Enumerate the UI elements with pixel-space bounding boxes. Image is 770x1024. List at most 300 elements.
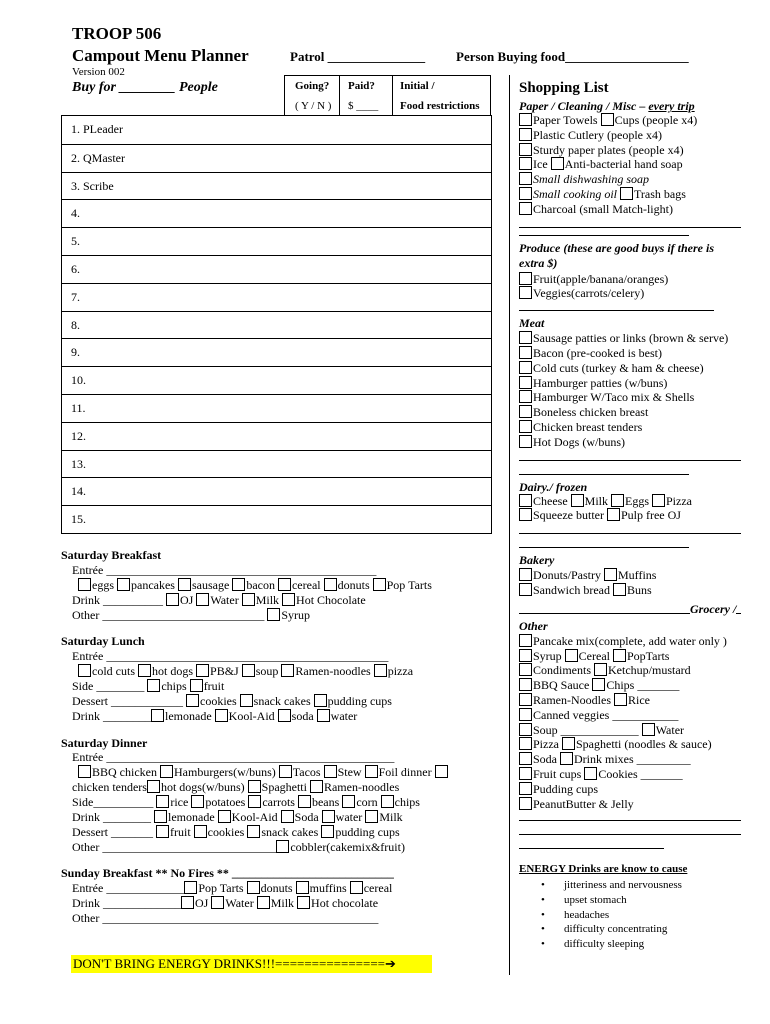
checkbox[interactable] xyxy=(279,765,292,778)
milk: Milk xyxy=(584,493,608,508)
soda-option[interactable] xyxy=(281,810,319,824)
ramen-noodles-option[interactable] xyxy=(310,780,399,794)
checkbox[interactable] xyxy=(78,765,91,778)
syrup-option[interactable] xyxy=(267,608,310,622)
soda-option[interactable] xyxy=(278,709,314,723)
checkbox[interactable] xyxy=(519,128,532,141)
roster-row[interactable] xyxy=(62,227,491,256)
blank-option[interactable] xyxy=(435,765,449,779)
bbq-chicken-option[interactable] xyxy=(78,765,157,779)
cookies-option[interactable] xyxy=(186,694,237,708)
water-option[interactable] xyxy=(211,896,253,910)
checkbox[interactable] xyxy=(519,634,532,647)
blank-line[interactable] xyxy=(519,235,689,236)
condiments: Condiments xyxy=(533,663,592,678)
pizza-option[interactable] xyxy=(519,737,559,751)
shopping-item-row xyxy=(519,708,678,723)
checkbox[interactable] xyxy=(218,810,231,823)
checkbox[interactable] xyxy=(296,881,309,894)
meal-line xyxy=(72,840,405,855)
checkbox[interactable] xyxy=(154,810,167,823)
checkbox[interactable] xyxy=(184,881,197,894)
bacon-pre-cooked-is-best-option[interactable] xyxy=(519,346,662,360)
checkbox[interactable] xyxy=(281,664,294,677)
syrup: Syrup xyxy=(533,648,562,663)
roster-row[interactable] xyxy=(62,199,491,228)
checkbox[interactable] xyxy=(247,825,260,838)
buy-for-field[interactable]: Buy for ________ People xyxy=(72,80,218,95)
pancakes-option[interactable] xyxy=(117,578,175,592)
kool-aid-option[interactable] xyxy=(218,810,278,824)
pudding-cups-option[interactable] xyxy=(314,694,392,708)
fruit-apple-banana-oranges-option[interactable] xyxy=(519,272,668,286)
checkbox[interactable] xyxy=(190,679,203,692)
checkbox[interactable] xyxy=(519,286,532,299)
checkbox[interactable] xyxy=(607,508,620,521)
cookies: cookies xyxy=(200,694,237,708)
checkbox[interactable] xyxy=(178,578,191,591)
checkbox[interactable] xyxy=(519,187,532,200)
meal-line xyxy=(72,694,392,709)
lemonade-option[interactable] xyxy=(154,810,215,824)
water-option[interactable] xyxy=(642,723,684,737)
side-line: Side ________ xyxy=(72,679,148,693)
checkbox[interactable] xyxy=(519,420,532,433)
soup-option[interactable] xyxy=(519,723,639,737)
soda-option[interactable] xyxy=(519,752,557,766)
shopping-item-row xyxy=(519,113,697,128)
checkbox[interactable] xyxy=(519,737,532,750)
sausage-option[interactable] xyxy=(178,578,229,592)
pop-tarts-option[interactable] xyxy=(373,578,432,592)
hot-dogs-w-buns-option[interactable] xyxy=(147,780,245,794)
roster-row[interactable] xyxy=(62,338,491,367)
checkbox[interactable] xyxy=(519,508,532,521)
meal-line xyxy=(72,679,224,694)
anti-bacterial-hand-soap-option[interactable] xyxy=(551,157,683,171)
cold-cuts-option[interactable] xyxy=(78,664,135,678)
carrots-option[interactable] xyxy=(248,795,295,809)
hamburger-patties-w-buns-option[interactable] xyxy=(519,376,667,390)
checkbox[interactable] xyxy=(317,709,330,722)
checkbox[interactable] xyxy=(257,896,270,909)
blank-line[interactable] xyxy=(519,834,741,835)
milk-option[interactable] xyxy=(571,494,608,508)
checkbox[interactable] xyxy=(519,346,532,359)
roster-row[interactable] xyxy=(62,172,491,201)
roster-row[interactable] xyxy=(62,283,491,312)
checkbox[interactable] xyxy=(519,797,532,810)
checkbox[interactable] xyxy=(166,593,179,606)
checkbox[interactable] xyxy=(314,694,327,707)
bacon-option[interactable] xyxy=(232,578,275,592)
pudding-cups-option[interactable] xyxy=(321,825,399,839)
pizza-option[interactable] xyxy=(374,664,413,678)
checkbox[interactable] xyxy=(278,578,291,591)
meal-line xyxy=(72,593,366,608)
sun-breakfast-title: Sunday Breakfast ** No Fires ** ___________________________ xyxy=(61,866,394,880)
peanutbutter-jelly-option[interactable] xyxy=(519,797,634,811)
checkbox[interactable] xyxy=(592,678,605,691)
roster-row[interactable] xyxy=(62,311,491,340)
checkbox[interactable] xyxy=(78,578,91,591)
checkbox[interactable] xyxy=(652,494,665,507)
small-cooking-oil-option[interactable] xyxy=(519,187,617,201)
cereal-option[interactable] xyxy=(350,881,393,895)
muffins-option[interactable] xyxy=(604,568,656,582)
meal-line xyxy=(72,896,378,911)
boneless-chicken-breast-option[interactable] xyxy=(519,405,648,419)
ramen-noodles-option[interactable] xyxy=(519,693,611,707)
hamburger-w-taco-mix-shells-option[interactable] xyxy=(519,390,694,404)
checkbox[interactable] xyxy=(147,679,160,692)
chips-option[interactable] xyxy=(592,678,679,692)
meal-line xyxy=(72,563,376,578)
roster-row[interactable] xyxy=(62,477,491,506)
roster-row[interactable] xyxy=(62,422,491,451)
stew-option[interactable] xyxy=(324,765,362,779)
checkbox[interactable] xyxy=(196,664,209,677)
shopping-item-row xyxy=(519,143,684,158)
checkbox[interactable] xyxy=(281,810,294,823)
meal-line xyxy=(72,649,388,664)
checkbox[interactable] xyxy=(365,810,378,823)
checkbox[interactable] xyxy=(247,881,260,894)
checkbox[interactable] xyxy=(267,608,280,621)
checkbox[interactable] xyxy=(138,664,151,677)
checkbox[interactable] xyxy=(322,810,335,823)
checkbox[interactable] xyxy=(248,780,261,793)
muffins-option[interactable] xyxy=(296,881,347,895)
checkbox[interactable] xyxy=(278,709,291,722)
snack-cakes-option[interactable] xyxy=(247,825,318,839)
milk-option[interactable] xyxy=(257,896,294,910)
energy-effect-item: • difficulty concentrating xyxy=(519,922,682,937)
checkbox[interactable] xyxy=(519,723,532,736)
checkbox[interactable] xyxy=(611,494,624,507)
checkbox[interactable] xyxy=(519,272,532,285)
checkbox[interactable] xyxy=(604,568,617,581)
blank-line[interactable] xyxy=(519,474,689,475)
blank-line[interactable] xyxy=(519,533,741,534)
shopping-item-row xyxy=(519,494,692,509)
checkbox[interactable] xyxy=(365,765,378,778)
cookies-option[interactable] xyxy=(584,767,682,781)
kool-aid-option[interactable] xyxy=(215,709,275,723)
anti-bacterial-hand-soap: Anti-bacterial hand soap xyxy=(564,157,683,172)
ketchup-mustard-option[interactable] xyxy=(594,663,691,677)
checkbox[interactable] xyxy=(519,143,532,156)
checkbox[interactable] xyxy=(381,795,394,808)
sat-breakfast-title: Saturday Breakfast xyxy=(61,548,162,562)
shopping-item-row xyxy=(519,663,691,678)
checkbox[interactable] xyxy=(215,709,228,722)
water-option[interactable] xyxy=(317,709,358,723)
small-dishwashing-soap-option[interactable] xyxy=(519,172,649,186)
cobbler-cakemix-fruit-option[interactable] xyxy=(276,840,405,854)
oj-option[interactable] xyxy=(166,593,193,607)
checkbox[interactable] xyxy=(321,825,334,838)
checkbox[interactable] xyxy=(551,157,564,170)
chips-option[interactable] xyxy=(381,795,420,809)
hamburgers-w-buns-option[interactable] xyxy=(160,765,276,779)
beans-option[interactable] xyxy=(298,795,339,809)
chips: chips xyxy=(161,679,187,693)
checkbox[interactable] xyxy=(519,390,532,403)
checkbox[interactable] xyxy=(519,331,532,344)
checkbox[interactable] xyxy=(613,583,626,596)
eggs-option[interactable] xyxy=(78,578,114,592)
roster-row[interactable] xyxy=(62,366,491,395)
cold-cuts-turkey-ham-cheese-option[interactable] xyxy=(519,361,704,375)
fruit: fruit xyxy=(170,825,191,839)
canned-veggies-option[interactable] xyxy=(519,708,678,722)
checkbox[interactable] xyxy=(232,578,245,591)
checkbox[interactable] xyxy=(601,113,614,126)
cookies: cookies xyxy=(207,825,245,839)
checkbox[interactable] xyxy=(310,780,323,793)
ketchup-mustard: Ketchup/mustard xyxy=(608,663,691,678)
checkbox[interactable] xyxy=(186,694,199,707)
checkbox[interactable] xyxy=(571,494,584,507)
checkbox[interactable] xyxy=(435,765,448,778)
muffins: muffins xyxy=(309,881,347,895)
blank-line[interactable] xyxy=(519,820,741,821)
shopping-item-row xyxy=(519,187,686,202)
water-option[interactable] xyxy=(196,593,238,607)
checkbox[interactable] xyxy=(240,694,253,707)
checkbox[interactable] xyxy=(342,795,355,808)
checkbox[interactable] xyxy=(156,825,169,838)
syrup-option[interactable] xyxy=(519,649,562,663)
corn-option[interactable] xyxy=(342,795,377,809)
squeeze-butter-option[interactable] xyxy=(519,508,604,522)
cookies: Cookies _______ xyxy=(598,767,683,781)
checkbox[interactable] xyxy=(519,583,532,596)
bacon-pre-cooked-is-best: Bacon (pre-cooked is best) xyxy=(533,346,662,360)
donuts-option[interactable] xyxy=(247,881,293,895)
cereal-option[interactable] xyxy=(565,649,610,663)
poptarts-option[interactable] xyxy=(613,649,670,663)
chicken-breast-tenders-option[interactable] xyxy=(519,420,642,434)
milk-option[interactable] xyxy=(365,810,402,824)
blank-line[interactable] xyxy=(519,460,741,461)
pancake-mix-complete-add-water-only-option[interactable] xyxy=(519,634,727,648)
eggs: eggs xyxy=(92,578,114,592)
checkbox[interactable] xyxy=(613,649,626,662)
checkbox[interactable] xyxy=(297,896,310,909)
sandwich-bread-option[interactable] xyxy=(519,583,610,597)
roster-row[interactable] xyxy=(62,450,491,479)
roster-row[interactable] xyxy=(62,116,491,144)
checkbox[interactable] xyxy=(191,795,204,808)
eggs-option[interactable] xyxy=(611,494,649,508)
checkbox[interactable] xyxy=(248,795,261,808)
meal-line xyxy=(72,810,403,825)
checkbox[interactable] xyxy=(282,593,295,606)
person-buying-field[interactable]: Person Buying food___________________ xyxy=(456,49,689,64)
checkbox[interactable] xyxy=(620,187,633,200)
roster-row[interactable] xyxy=(62,255,491,284)
eggs: Eggs xyxy=(625,493,649,508)
dairy-heading: Dairy./ frozen xyxy=(519,479,588,494)
snack-cakes-option[interactable] xyxy=(240,694,311,708)
foil-dinner-option[interactable] xyxy=(365,765,432,779)
shopping-item-row xyxy=(519,634,727,649)
donuts-option[interactable] xyxy=(324,578,370,592)
sausage-patties-or-links-brown-serve-option[interactable] xyxy=(519,331,728,345)
checkbox[interactable] xyxy=(160,765,173,778)
blank-line[interactable] xyxy=(519,227,741,228)
checkbox[interactable] xyxy=(519,435,532,448)
checkbox[interactable] xyxy=(211,896,224,909)
checkbox[interactable] xyxy=(519,113,532,126)
plastic-cutlery-people-x4-option[interactable] xyxy=(519,128,662,142)
cheese-option[interactable] xyxy=(519,494,568,508)
hamburger-w-taco-mix-shells: Hamburger W/Taco mix & Shells xyxy=(533,390,695,405)
pb-j-option[interactable] xyxy=(196,664,239,678)
veggies-carrots-celery-option[interactable] xyxy=(519,286,644,300)
hot-chocolate-option[interactable] xyxy=(282,593,366,607)
charcoal-small-match-light-option[interactable] xyxy=(519,202,673,216)
checkbox[interactable] xyxy=(324,765,337,778)
buns: Buns xyxy=(626,583,652,597)
donuts-pastry-option[interactable] xyxy=(519,568,601,582)
chips-option[interactable] xyxy=(147,679,186,693)
checkbox[interactable] xyxy=(519,708,532,721)
ice-option[interactable] xyxy=(519,157,548,171)
rice-option[interactable] xyxy=(156,795,188,809)
condiments-option[interactable] xyxy=(519,663,591,677)
checkbox[interactable] xyxy=(519,172,532,185)
checkbox[interactable] xyxy=(519,157,532,170)
drink-mixes-option[interactable] xyxy=(560,752,691,766)
checkbox[interactable] xyxy=(147,780,160,793)
checkbox[interactable] xyxy=(151,709,164,722)
shopping-item-row xyxy=(519,157,683,172)
checkbox[interactable] xyxy=(565,649,578,662)
checkbox[interactable] xyxy=(350,881,363,894)
chicken-tenders-label: chicken tenders xyxy=(72,780,147,794)
checkbox[interactable] xyxy=(519,649,532,662)
ramen-noodles-option[interactable] xyxy=(281,664,370,678)
checkbox[interactable] xyxy=(519,693,532,706)
oj-option[interactable] xyxy=(181,896,208,910)
checkbox[interactable] xyxy=(196,593,209,606)
checkbox[interactable] xyxy=(181,896,194,909)
page-title: Campout Menu Planner xyxy=(72,46,249,65)
paper-towels-option[interactable] xyxy=(519,113,598,127)
checkbox[interactable] xyxy=(594,663,607,676)
sturdy-paper-plates-people-x4-option[interactable] xyxy=(519,143,684,157)
checkbox[interactable] xyxy=(519,202,532,215)
cups-people-x4-option[interactable] xyxy=(601,113,698,127)
milk-option[interactable] xyxy=(242,593,279,607)
pizza: Pizza xyxy=(533,737,559,752)
pop-tarts-option[interactable] xyxy=(184,881,243,895)
checkbox[interactable] xyxy=(519,752,532,765)
syrup: Syrup xyxy=(281,608,310,622)
checkbox[interactable] xyxy=(519,782,532,795)
checkbox[interactable] xyxy=(519,405,532,418)
roster-row[interactable] xyxy=(62,144,491,173)
rice: rice xyxy=(170,795,189,809)
meal-line xyxy=(72,608,310,623)
roster-row[interactable] xyxy=(62,505,491,534)
checkbox[interactable] xyxy=(584,767,597,780)
blank-line[interactable] xyxy=(519,310,714,311)
lemonade-option[interactable] xyxy=(151,709,212,723)
fruit-option[interactable] xyxy=(156,825,191,839)
checkbox[interactable] xyxy=(276,840,289,853)
checkbox[interactable] xyxy=(374,664,387,677)
buns-option[interactable] xyxy=(613,583,652,597)
pudding-cups-option[interactable] xyxy=(519,782,598,796)
checkbox[interactable] xyxy=(373,578,386,591)
cookies-option[interactable] xyxy=(194,825,245,839)
checkbox[interactable] xyxy=(324,578,337,591)
hot-chocolate-option[interactable] xyxy=(297,896,378,910)
checkbox[interactable] xyxy=(560,752,573,765)
bbq-sauce-option[interactable] xyxy=(519,678,589,692)
checkbox[interactable] xyxy=(519,767,532,780)
paper-towels: Paper Towels xyxy=(533,113,598,127)
fruit-option[interactable] xyxy=(190,679,225,693)
checkbox[interactable] xyxy=(242,664,255,677)
kool-aid: Kool-Aid xyxy=(228,709,275,723)
water-option[interactable] xyxy=(322,810,363,824)
trash-bags-option[interactable] xyxy=(620,187,686,201)
checkbox[interactable] xyxy=(519,568,532,581)
checkbox[interactable] xyxy=(156,795,169,808)
checkbox[interactable] xyxy=(117,578,130,591)
soup-option[interactable] xyxy=(242,664,279,678)
cobbler-cakemix-fruit: cobbler(cakemix&fruit) xyxy=(290,840,405,854)
roster-name: 3. Scribe xyxy=(71,178,114,193)
hot-dogs: hot dogs xyxy=(152,664,194,678)
checkbox[interactable] xyxy=(78,664,91,677)
checkbox[interactable] xyxy=(519,376,532,389)
checkbox[interactable] xyxy=(642,723,655,736)
patrol-field[interactable]: Patrol _______________ xyxy=(290,49,426,64)
checkbox[interactable] xyxy=(519,663,532,676)
checkbox[interactable] xyxy=(519,494,532,507)
checkbox[interactable] xyxy=(194,825,207,838)
blank-line[interactable] xyxy=(519,848,664,849)
checkbox[interactable] xyxy=(562,737,575,750)
blank-line[interactable] xyxy=(519,547,689,548)
hot-dogs-w-buns-option[interactable] xyxy=(519,435,625,449)
spaghetti-option[interactable] xyxy=(248,780,307,794)
checkbox[interactable] xyxy=(298,795,311,808)
checkbox[interactable] xyxy=(519,678,532,691)
checkbox[interactable] xyxy=(242,593,255,606)
potatoes-option[interactable] xyxy=(191,795,245,809)
rice-option[interactable] xyxy=(614,693,650,707)
tacos-option[interactable] xyxy=(279,765,321,779)
side-line: Side__________ xyxy=(72,795,157,809)
pizza-option[interactable] xyxy=(652,494,692,508)
cereal-option[interactable] xyxy=(278,578,321,592)
spaghetti-noodles-sauce-option[interactable] xyxy=(562,737,712,751)
roster-row[interactable] xyxy=(62,394,491,423)
fruit-cups-option[interactable] xyxy=(519,767,581,781)
hot-dogs-option[interactable] xyxy=(138,664,193,678)
checkbox[interactable] xyxy=(614,693,627,706)
pulp-free-oj-option[interactable] xyxy=(607,508,681,522)
checkbox[interactable] xyxy=(519,361,532,374)
shopping-item-row xyxy=(519,331,728,346)
